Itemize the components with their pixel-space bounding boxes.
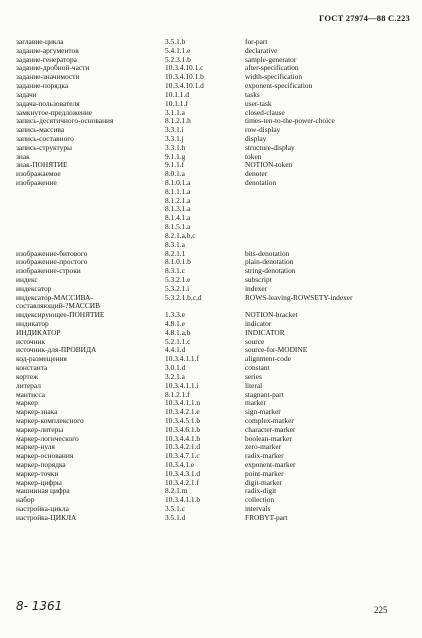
index-row: [0, 179, 422, 188]
index-term: маркер: [16, 398, 38, 408]
index-row: [0, 276, 422, 285]
section-ref: 9.1.1.g: [165, 151, 186, 161]
index-term: литерал: [16, 380, 41, 390]
english-term: stagnant-part: [245, 389, 284, 399]
english-term: structure-display: [245, 142, 295, 152]
section-ref: 8.2.1.m: [165, 486, 188, 496]
signature-mark: 8- 1361: [16, 599, 63, 613]
index-term: запись-структуры: [16, 142, 72, 152]
english-term: indicator: [245, 319, 272, 328]
section-ref: 8.1.0.1.b: [165, 257, 191, 267]
english-term: complex-marker: [245, 415, 294, 425]
english-term: bits-denotation: [245, 248, 290, 258]
index-term: знак-ПОНЯТИЕ: [16, 160, 68, 170]
english-term: series: [245, 371, 262, 381]
index-row: [0, 214, 422, 223]
english-term: sample-generator: [245, 54, 297, 64]
index-term: источник-для-ПРОВИДА: [16, 345, 97, 355]
english-term: ROWS-leaving-ROWSETY-indexer: [245, 292, 353, 302]
english-term: row-display: [245, 125, 281, 135]
index-term: набор: [16, 495, 35, 505]
index-term: код-размещения: [16, 354, 67, 364]
index-row: [0, 382, 422, 391]
english-term: after-specification: [245, 63, 299, 73]
index-row: [0, 364, 422, 373]
section-ref: 10.3.4.3.1.d: [165, 468, 201, 478]
index-term: маркер-порядка: [16, 460, 66, 469]
index-term: задание-дробной-части: [16, 63, 90, 73]
index-term: знак: [16, 151, 30, 161]
section-ref: 3.2.1.a: [165, 371, 185, 381]
english-term: zero-marker: [245, 442, 282, 452]
index-row: [0, 391, 422, 400]
index-term: машинная цифра: [16, 486, 70, 496]
index-term: изображение-битового: [16, 248, 88, 258]
index-row: [0, 320, 422, 329]
section-ref: 10.3.4.1.1.f: [165, 354, 199, 364]
english-term: width-specification: [245, 72, 303, 82]
section-ref: 10.3.4.1.1.b: [165, 495, 201, 505]
section-ref: 8.3.1.a: [165, 239, 185, 249]
index-term: индексирующее-ПОНЯТИЕ: [16, 310, 105, 320]
section-ref: 3.3.1.i: [165, 125, 184, 135]
index-row: [0, 144, 422, 153]
english-term: constant: [245, 363, 270, 373]
section-ref: 10.3.4.2.1.d: [165, 442, 201, 452]
section-ref: 5.4.1.1.e: [165, 45, 191, 55]
section-ref: 1.3.3.e: [165, 310, 185, 320]
index-term: маркер-цифры: [16, 477, 62, 487]
index-term: индексатор-МАССИВА-: [16, 292, 93, 302]
english-term: NOTION-token: [245, 160, 293, 170]
section-ref: 8.1.0.1.a: [165, 178, 191, 187]
english-term: indexer: [245, 283, 268, 293]
section-ref: 10.1.1.f: [165, 98, 188, 108]
english-term: source-for-MODINE: [245, 345, 308, 355]
english-term: collection: [245, 495, 275, 505]
index-row: [0, 417, 422, 426]
section-ref: 8.0.1.a: [165, 169, 185, 179]
english-term: tasks: [245, 89, 260, 99]
index-term: маркер-точки: [16, 468, 59, 478]
index-term: маркер-логического: [16, 433, 79, 443]
index-term: задание-значимости: [16, 72, 80, 82]
index-row: [0, 311, 422, 320]
index-term: изображение-строки: [16, 266, 81, 276]
index-row: [0, 82, 422, 91]
english-term: denoter: [245, 169, 268, 179]
index-term: маркер-знака: [16, 407, 58, 417]
index-row: [0, 373, 422, 382]
section-ref: 10.3.4.1.1.n: [165, 398, 201, 408]
section-ref: 3.5.1.d: [165, 512, 186, 522]
index-term: константа: [16, 363, 48, 373]
english-term: denotation: [245, 178, 277, 187]
english-term: exponent-specification: [245, 81, 313, 91]
index-row: [0, 399, 422, 408]
section-ref: 3.0.1.d: [165, 363, 186, 373]
english-term: NOTION-bracket: [245, 310, 298, 320]
section-ref: 8.1.3.1.a: [165, 204, 191, 214]
section-ref: 10.3.4.7.1.c: [165, 451, 200, 461]
index-term: запись-десятичного-основания: [16, 116, 114, 126]
english-term: intervals: [245, 504, 271, 514]
index-term: источник: [16, 336, 46, 346]
section-ref: 10.3.4.10.1.b: [165, 72, 204, 82]
section-ref: 4.8.1.e: [165, 319, 185, 328]
english-term: subscript: [245, 274, 272, 284]
section-ref: 8.1.2.1.h: [165, 116, 191, 126]
index-term: кортеж: [16, 371, 39, 381]
english-term: literal: [245, 380, 263, 390]
english-term: digit-marker: [245, 477, 282, 487]
english-term: token: [245, 151, 262, 161]
section-ref: 5.3.2.1.e: [165, 274, 191, 284]
page-number: 225: [374, 605, 388, 615]
index-term: задание-генератора: [16, 54, 77, 64]
index-term: настройка-цикла: [16, 504, 69, 514]
index-row: [0, 435, 422, 444]
index-term: индекс: [16, 274, 38, 284]
index-term: изображение: [16, 178, 57, 187]
section-ref: 10.1.1.d: [165, 89, 190, 99]
section-ref: 10.3.4.1.1.i: [165, 380, 199, 390]
english-term: closed-clause: [245, 107, 285, 117]
english-term: exponent-marker: [245, 460, 296, 469]
index-term: заглавие-цикла: [16, 37, 64, 46]
english-term: times-ten-to-the-power-choice: [245, 116, 335, 126]
index-table: [0, 38, 422, 523]
english-term: point-marker: [245, 468, 284, 478]
section-ref: 3.1.1.a: [165, 107, 185, 117]
section-ref: 8.1.1.1.a: [165, 186, 191, 196]
index-term: индексатор: [16, 283, 52, 293]
english-term: boolean-marker: [245, 433, 292, 443]
index-term: задание-аргументов: [16, 45, 79, 55]
index-term: составляющий-?МАССИВ: [16, 301, 101, 311]
index-term: маркер-основания: [16, 451, 74, 461]
english-term: FROBYT-part: [245, 512, 288, 522]
index-row: [0, 161, 422, 170]
index-row: [0, 355, 422, 364]
section-ref: 8.1.4.1.a: [165, 213, 191, 223]
section-ref: 9.1.1.f: [165, 160, 185, 170]
index-term: маркер-комплексного: [16, 415, 84, 425]
index-term: задание-порядка: [16, 81, 69, 91]
section-ref: 10.3.4.5.1.b: [165, 415, 201, 425]
index-row: [0, 197, 422, 206]
section-ref: 8.1.5.1.a: [165, 222, 191, 232]
english-term: marker: [245, 398, 266, 408]
index-term: мантисса: [16, 389, 45, 399]
english-term: INDICATOR: [245, 327, 285, 337]
index-term: настройка-ЦИКЛА: [16, 512, 77, 522]
index-row: [0, 514, 422, 523]
english-term: radix-digit: [245, 486, 277, 496]
english-term: declarative: [245, 45, 278, 55]
index-term: ИНДИКАТОР: [16, 327, 61, 337]
section-ref: 8.2.1.1: [165, 248, 186, 258]
index-row: [0, 205, 422, 214]
index-term: маркер-нуля: [16, 442, 55, 452]
section-ref: 10.3.4.2.1.f: [165, 477, 199, 487]
index-term: изображение-простого: [16, 257, 88, 267]
section-ref: 8.3.1.c: [165, 266, 185, 276]
english-term: sign-marker: [245, 407, 281, 417]
index-row: [0, 470, 422, 479]
english-term: radix-marker: [245, 451, 284, 461]
section-ref: 5.3.2.1.i: [165, 283, 190, 293]
section-ref: 10.3.4.10.1.d: [165, 81, 204, 91]
index-term: задачи: [16, 89, 37, 99]
section-ref: 3.5.1.c: [165, 504, 185, 514]
section-ref: 10.3.4.6.1.b: [165, 424, 201, 434]
index-row: [0, 487, 422, 496]
section-ref: 4.8.1.a,b: [165, 327, 191, 337]
index-term: маркер-литеры: [16, 424, 64, 434]
index-row: [0, 329, 422, 338]
index-row: [0, 188, 422, 197]
section-ref: 3.5.1.b: [165, 37, 186, 46]
english-term: string-denotation: [245, 266, 296, 276]
index-term: изображаемое: [16, 169, 61, 179]
section-ref: 5.3.2.1.b,c,d: [165, 292, 202, 302]
index-term: запись-массива: [16, 125, 65, 135]
page-header: ГОСТ 27974—88 С.223: [318, 13, 410, 23]
section-ref: 3.3.1.j: [165, 133, 184, 143]
index-term: запись-составного: [16, 133, 74, 143]
english-term: user-task: [245, 98, 272, 108]
index-row: [0, 170, 422, 179]
section-ref: 8.2.1.a,b,c: [165, 230, 196, 240]
english-term: display: [245, 133, 267, 143]
section-ref: 5.2.3.1.b: [165, 54, 191, 64]
section-ref: 8.1.2.1.f: [165, 389, 190, 399]
section-ref: 3.3.1.h: [165, 142, 186, 152]
section-ref: 10.3.4.1.e: [165, 460, 195, 469]
section-ref: 10.3.4.2.1.e: [165, 407, 200, 417]
section-ref: 5.2.1.1.c: [165, 336, 191, 346]
section-ref: 10.3.4.4.1.b: [165, 433, 201, 443]
index-term: задача-пользователя: [16, 98, 80, 108]
section-ref: 10.3.4.10.1.c: [165, 63, 204, 73]
english-term: plain-denotation: [245, 257, 294, 267]
section-ref: 4.4.1.d: [165, 345, 186, 355]
index-term: индикатор: [16, 319, 49, 328]
index-row: [0, 232, 422, 241]
index-row: [0, 267, 422, 276]
english-term: alignment-code: [245, 354, 291, 364]
english-term: for-part: [245, 37, 268, 46]
english-term: character-marker: [245, 424, 296, 434]
index-row: [0, 223, 422, 232]
index-row: [0, 461, 422, 470]
index-term: замкнутое-предложение: [16, 107, 93, 117]
section-ref: 8.1.2.1.a: [165, 195, 191, 205]
english-term: source: [245, 336, 265, 346]
